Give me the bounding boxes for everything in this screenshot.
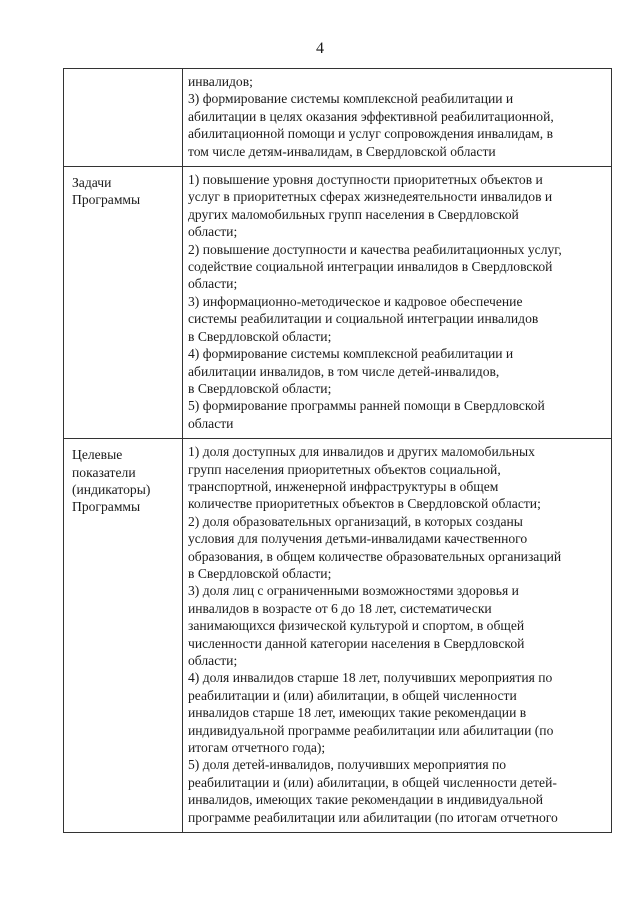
content-line: реабилитации и (или) абилитации, в общей численности детей- xyxy=(188,774,557,790)
content-line: содействие социальной интеграции инвалидов в Свердловской xyxy=(188,259,553,275)
content-line: количестве приоритетных объектов в Свердловской области; xyxy=(188,496,541,512)
content-line: системы реабилитации и социальной интеграции инвалидов xyxy=(188,311,539,327)
content-line: 1) доля доступных для инвалидов и других маломобильных xyxy=(188,444,535,460)
content-line: области; xyxy=(188,224,238,240)
content-line: групп населения приоритетных объектов социальной, xyxy=(188,461,501,477)
content-line: других маломобильных групп населения в Свердловской xyxy=(188,206,519,222)
content-line: 3) доля лиц с ограниченными возможностями здоровья и xyxy=(188,583,519,599)
row-label-line: Программы xyxy=(72,499,141,515)
content-line: реабилитации и (или) абилитации, в общей численности xyxy=(188,687,517,703)
content-line: инвалидов в возрасте от 6 до 18 лет, систематически xyxy=(188,600,492,616)
content-line: абилитационной помощи и услуг сопровождения инвалидам, в xyxy=(188,126,553,142)
content-line: 4) формирование системы комплексной реабилитации и xyxy=(188,346,514,362)
content-line: 3) информационно-методическое и кадровое обеспечение xyxy=(188,293,523,309)
content-line: занимающихся физической культурой и спортом, в общей xyxy=(188,618,525,634)
content-line: 2) доля образовательных организаций, в которых созданы xyxy=(188,513,523,529)
content-line: области xyxy=(188,415,234,431)
row-label-line: Программы xyxy=(72,192,141,208)
table-row-tasks xyxy=(64,167,612,439)
content-line: индивидуальной программе реабилитации или абилитации (по xyxy=(188,722,554,738)
content-line: области; xyxy=(188,276,238,292)
content-line: 1) повышение уровня доступности приоритетных объектов и xyxy=(188,172,543,188)
content-line: 3) формирование системы комплексной реабилитации и xyxy=(188,91,514,107)
content-line: инвалидов старше 18 лет, имеющих такие рекомендации в xyxy=(188,705,527,721)
content-line: в Свердловской области; xyxy=(188,380,332,396)
content-line: образования, в общем количестве образовательных организаций xyxy=(188,548,562,564)
content-line: транспортной, инженерной инфраструктуры в общем xyxy=(188,478,499,494)
content-line: 5) доля детей-инвалидов, получивших мероприятия по xyxy=(188,757,507,773)
content-line: абилитации инвалидов, в том числе детей-инвалидов, xyxy=(188,363,500,379)
row-content-cell xyxy=(183,439,612,833)
content-line: услуг в приоритетных сферах жизнедеятельности инвалидов и xyxy=(188,189,553,205)
row-label-line: показатели xyxy=(72,464,136,480)
row-label-cell xyxy=(64,439,183,833)
program-passport-table xyxy=(63,68,612,833)
page-number: 4 xyxy=(316,40,324,57)
content-line: 2) повышение доступности и качества реабилитационных услуг, xyxy=(188,241,562,257)
content-line: 5) формирование программы ранней помощи в Свердловской xyxy=(188,398,545,414)
row-label-line: Целевые xyxy=(72,447,123,463)
content-line: в Свердловской области; xyxy=(188,328,332,344)
row-content-cell xyxy=(183,69,612,167)
row-label-cell xyxy=(64,167,183,439)
row-label-line: (индикаторы) xyxy=(72,481,151,497)
content-line: программе реабилитации или абилитации (по итогам отчетного xyxy=(188,809,558,825)
content-line: области; xyxy=(188,653,238,668)
content-line: инвалидов, имеющих такие рекомендации в индивидуальной xyxy=(188,792,544,808)
content-line: итогам отчетного года); xyxy=(188,740,326,756)
content-line: инвалидов; xyxy=(188,74,253,89)
content-line: абилитации в целях оказания эффективной реабилитационной, xyxy=(188,108,554,124)
content-line: том числе детям-инвалидам, в Свердловской области xyxy=(188,143,496,159)
content-line: условия для получения детьми-инвалидами качественного xyxy=(188,531,528,547)
row-label-cell xyxy=(64,69,183,167)
table-row-continuation xyxy=(64,69,612,167)
row-content-cell xyxy=(183,167,612,439)
content-line: в Свердловской области; xyxy=(188,565,332,581)
content-line: 4) доля инвалидов старше 18 лет, получивших мероприятия по xyxy=(188,670,553,686)
table-row-indicators xyxy=(64,439,612,833)
row-label-line: Задачи xyxy=(72,175,112,191)
content-line: численности данной категории населения в Свердловской xyxy=(188,635,525,651)
